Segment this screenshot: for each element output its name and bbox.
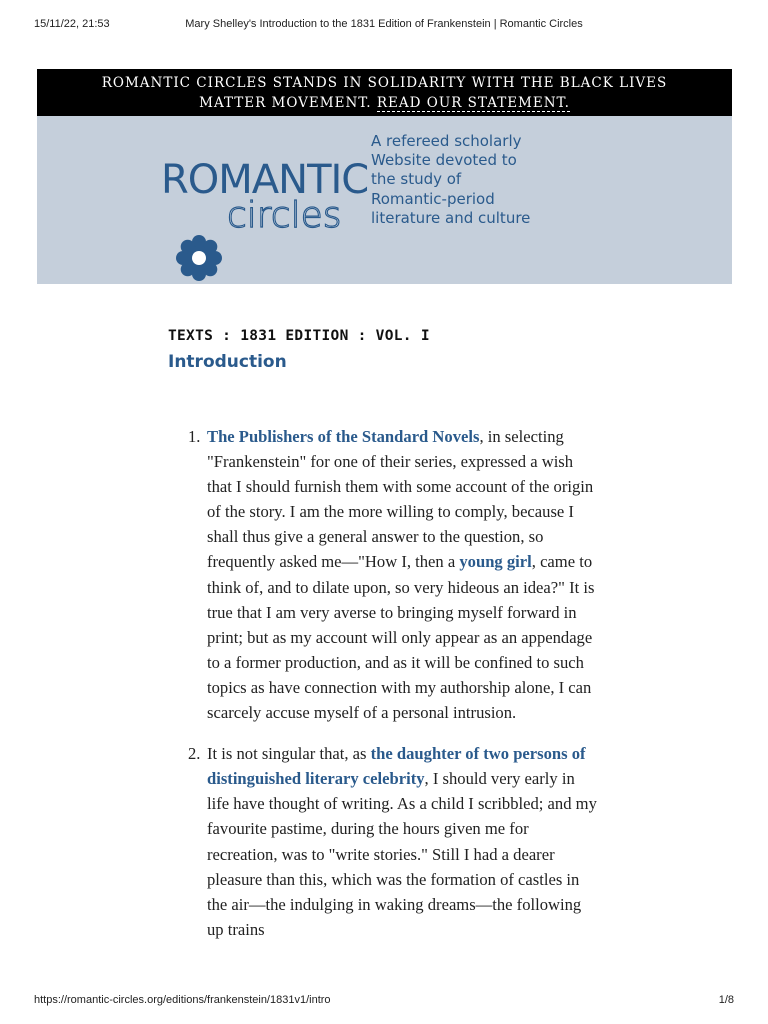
paragraph-text: , came to think of, and to dilate upon, so very hideous an idea?" It is true that I am very averse to bringing myself forward in print; but as my account will only appear as an appendage to a former production, and as it will be confined to such topics as have connection with my authorship alone, I can scarcely accuse myself of a personal intrusion.	[207, 552, 595, 723]
print-page-number: 1/8	[718, 994, 734, 1006]
page-frame	[37, 34, 732, 990]
banner-line-2	[37, 93, 732, 113]
banner-line-1: ROMANTIC CIRCLES STANDS IN SOLIDARITY WITH THE BLACK LIVES	[101, 75, 668, 91]
logo-word-circles: circles	[227, 195, 342, 236]
paragraph-item	[168, 741, 598, 942]
site-tagline: A refereed scholarly Website devoted to the study of Romantic-period literature and culture	[371, 132, 531, 227]
flower-icon	[173, 232, 225, 284]
masthead	[37, 116, 732, 284]
text-paragraph-list	[168, 424, 598, 958]
print-page-title: Mary Shelley's Introduction to the 1831 Edition of Frankenstein | Romantic Circles	[185, 18, 583, 30]
print-datetime: 15/11/22, 21:53	[34, 18, 110, 30]
paragraph-number: 2.	[188, 744, 201, 764]
paragraph-number: 1.	[188, 427, 201, 446]
publishers-link[interactable]: The Publishers of the Standard Novels	[207, 427, 480, 446]
daughter-link[interactable]: the daughter of two persons of distinguished literary celebrity	[207, 744, 586, 789]
print-url: https://romantic-circles.org/editions/frankenstein/1831v1/intro	[34, 994, 331, 1006]
young-girl-link[interactable]: young girl	[459, 552, 532, 572]
paragraph-text: It is not singular that, as	[207, 744, 371, 764]
paragraph-text: , in selecting "Frankenstein" for one of their series, expressed a wish that I should furnish them with some account of the origin of the story. I am the more willing to comply, because I shall thus give a general answer to the question, so frequently asked me—"How I, then a	[207, 427, 594, 572]
banner-line-2-text: MATTER MOVEMENT.	[199, 95, 377, 111]
breadcrumb: TEXTS : 1831 EDITION : VOL. I	[168, 328, 430, 344]
read-statement-link[interactable]: READ OUR STATEMENT.	[376, 95, 570, 111]
print-footer	[0, 990, 768, 1024]
paragraph-item	[168, 424, 598, 725]
page-title: Introduction	[168, 352, 287, 372]
print-header	[0, 0, 768, 32]
paragraph-text: , I should very early in life have thought of writing. As a child I scribbled; and my favourite pastime, during the hours given me for recreation, was to "write stories." Still I had a dearer pleasure than this, which was the formation of castles in the air—the indulging in waking dreams—the following up trains	[207, 769, 597, 939]
site-logo[interactable]	[161, 157, 369, 248]
logo-word-romantic: ROMANTIC	[161, 157, 369, 203]
